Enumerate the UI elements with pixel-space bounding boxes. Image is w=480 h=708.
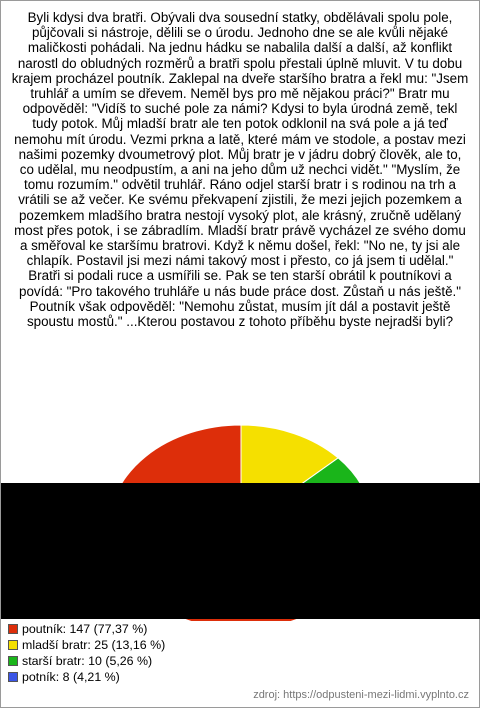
legend-item <box>8 621 165 637</box>
source-text: zdroj: https://odpusteni-mezi-lidmi.vyplnto.cz <box>253 689 469 701</box>
legend-label: mladší bratr: 25 (13,16 %) <box>22 638 166 652</box>
chart-legend <box>8 621 165 685</box>
legend-swatch <box>8 656 18 666</box>
legend-item <box>8 637 165 653</box>
legend-label: potník: 8 (4,21 %) <box>22 670 120 684</box>
black-overlay <box>1 483 480 619</box>
legend-swatch <box>8 624 18 634</box>
question-text: Byli kdysi dva bratři. Obývali dva sousední statky, obdělávali spolu pole, půjčovali si nástroje, dělili se o úrodu. Jednoho dne se ale kvůli nějaké maličkosti pohádali. Na jednu hádku se nabalila další a další, až konflikt narostl do obludných rozměrů a bratři spolu přestali úplně mluvit. V tu dobu krajem procházel poutník. Zaklepal na dveře staršího bratra a řekl mu: "Jsem truhlář a umím se dřevem. Neměl bys pro mě nějakou práci?" Bratr mu odpověděl: "Vidíš to suché pole za námi? Kdysi to byla úrodná země, tekl tudy potok. Můj mladší bratr ale ten potok odklonil na svá pole a já teď nemohu mít úrodu. Vezmi prkna a latě, které mám ve stodole, a postav mezi našimi pozemky dvoumetrový plot. Můj bratr je v jádru dobrý člověk, ale to, co udělal, mu neodpustím, a ani na jeho dům už nechci vidět." "Myslím, že tomu rozumím." odvětil truhlář. Ráno odjel starší bratr i s rodinou na trh a vrátili se až večer. Ke svému překvapení zjistili, že mezi jejich pozemkem a pozemkem mladšího bratra nestojí vysoký plot, ale krásný, zručně udělaný most přes potok, i se zábradlím. Mladší bratr právě vycházel ze svého domu a směřoval ke staršímu bratrovi. Když k němu došel, řekl: "No ne, ty jsi ale chlapík. Postavil jsi mezi námi takový most i přesto, co já jsem ti udělal." Bratři si podali ruce a usmířili se. Pak se ten starší obrátil k poutníkovi a povídá: "Pro takového truhláře u nás bude práce dost. Zůstaň u nás ještě." Poutník však odpověděl: "Nemohu zůstat, musím jít dál a postavit ještě spoustu mostů." ...Kterou postavou z tohoto příběhu byste nejradši byli? <box>11 10 469 330</box>
legend-item <box>8 653 165 669</box>
legend-swatch <box>8 672 18 682</box>
legend-label: poutník: 147 (77,37 %) <box>22 622 148 636</box>
legend-swatch <box>8 640 18 650</box>
legend-item <box>8 669 165 685</box>
legend-label: starší bratr: 10 (5,26 %) <box>22 654 153 668</box>
